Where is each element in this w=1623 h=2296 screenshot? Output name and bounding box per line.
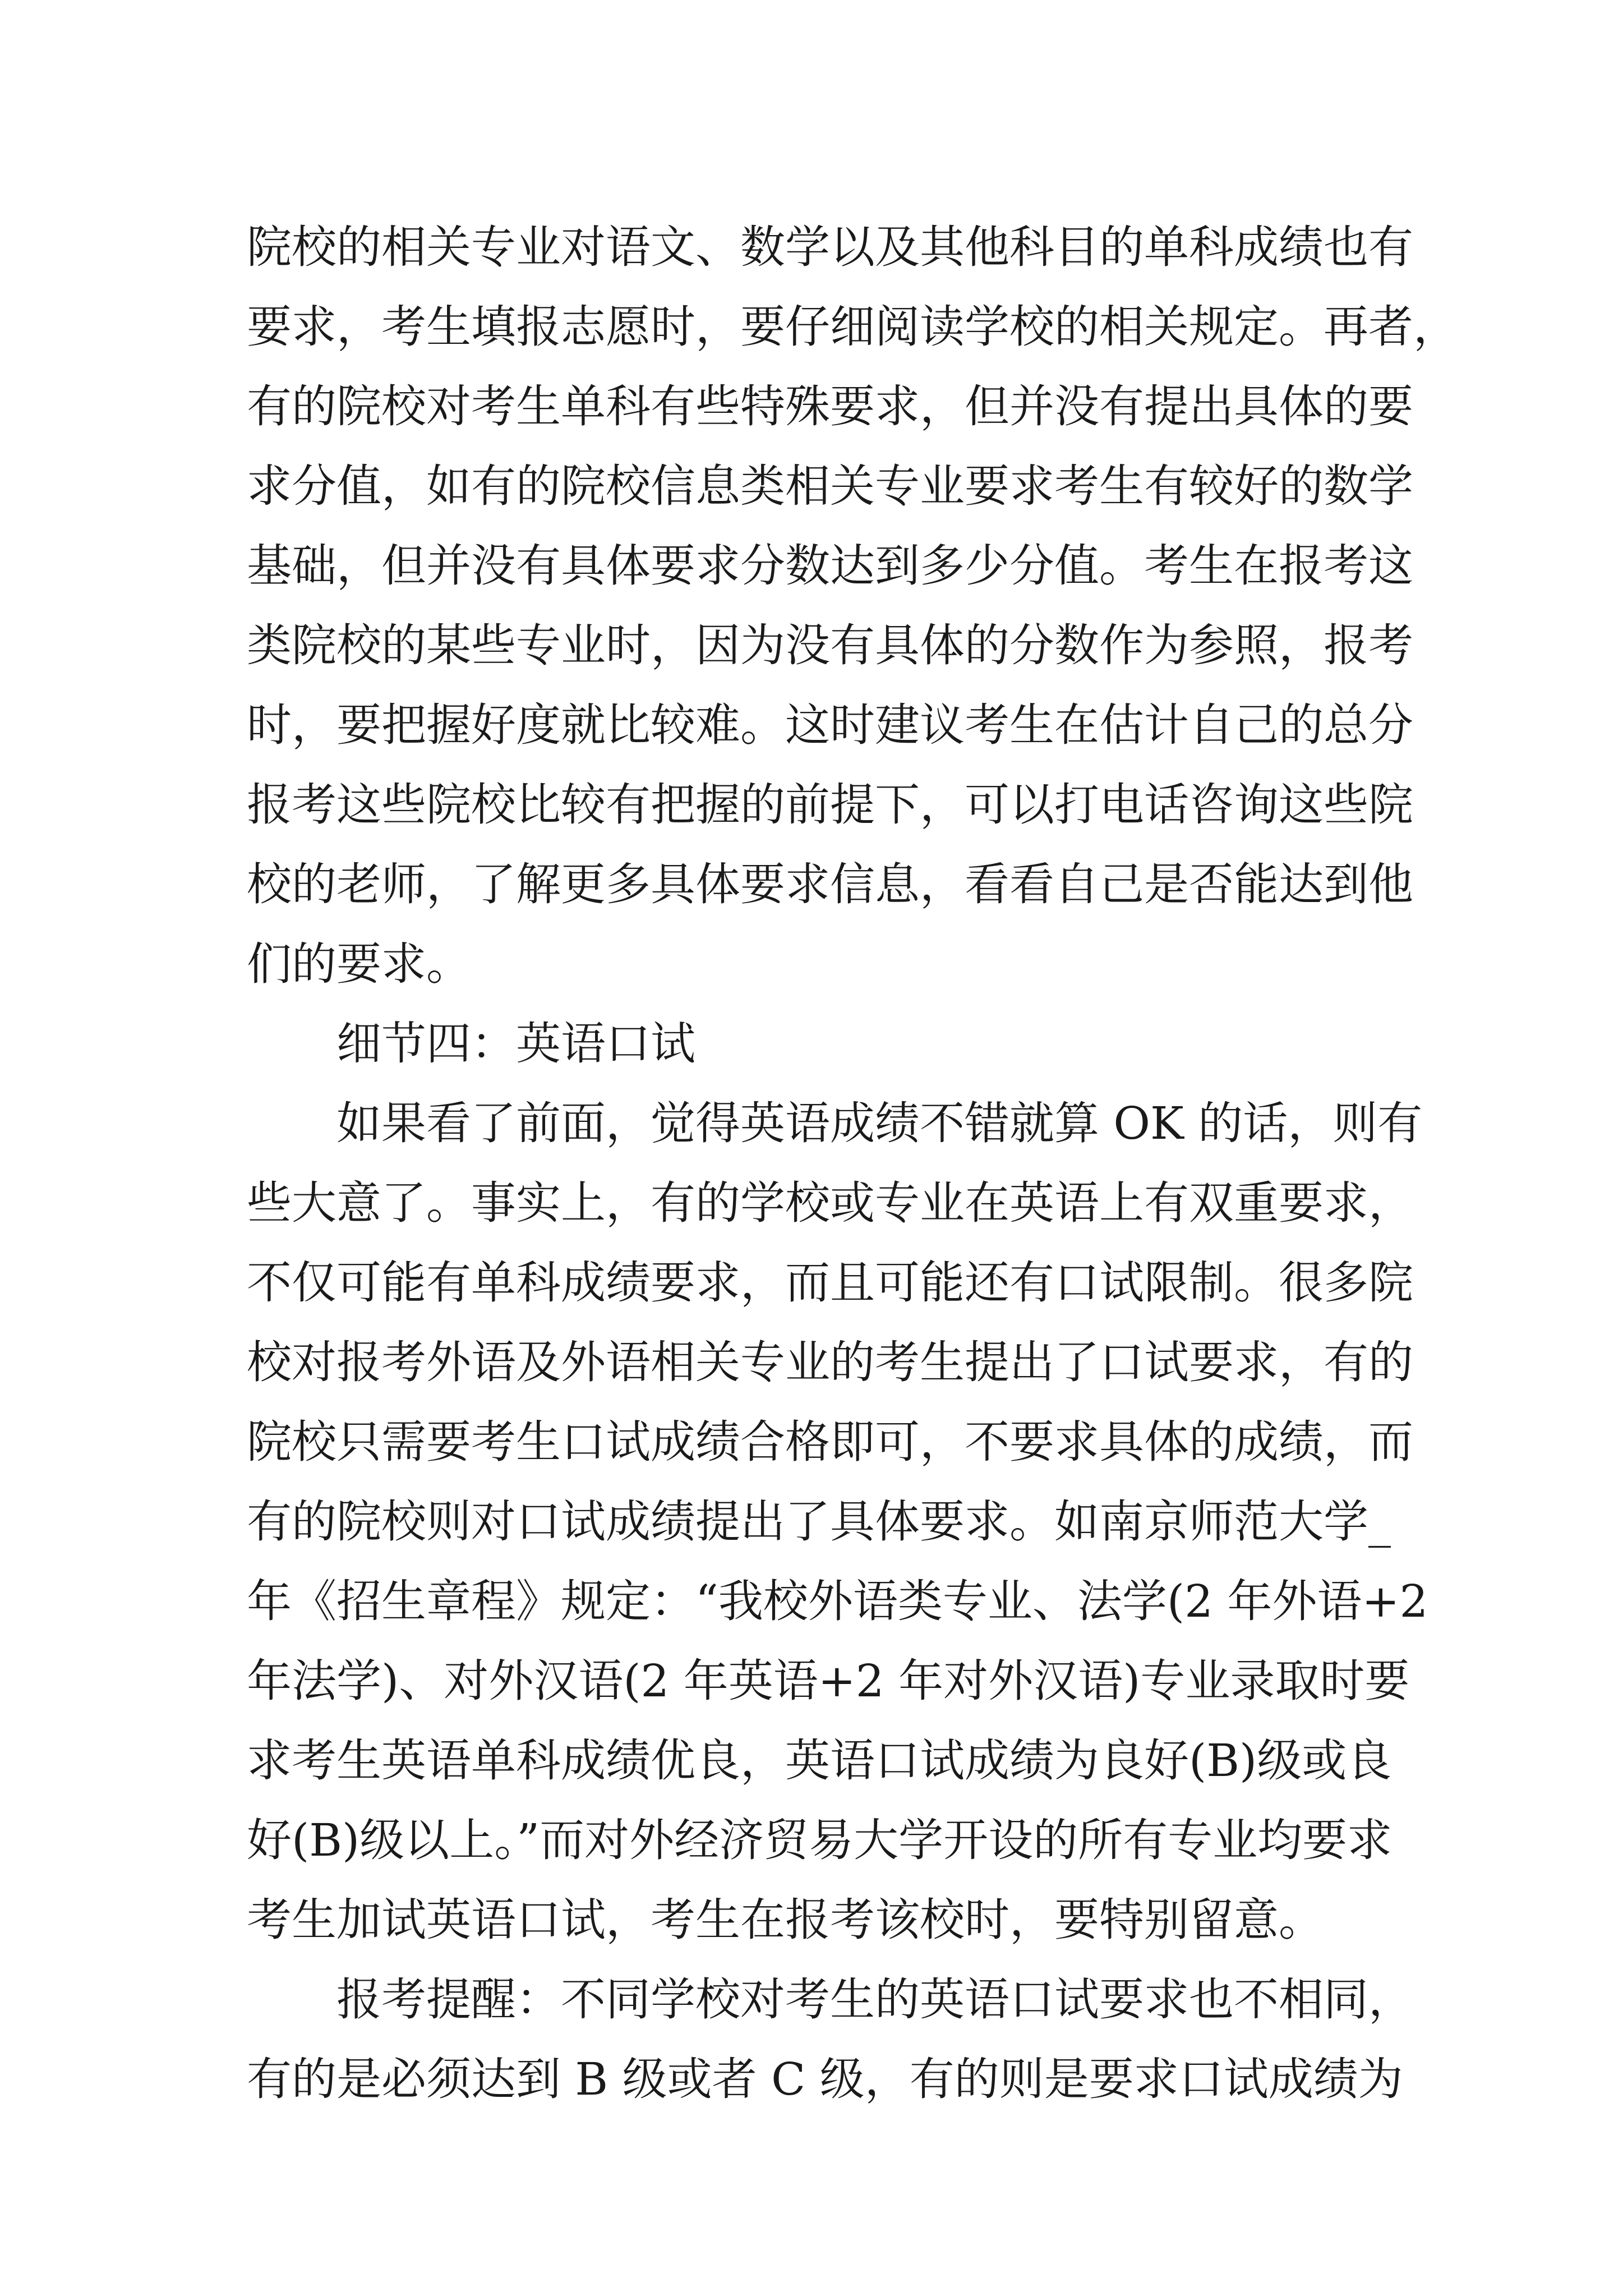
text-line: 校对报考外语及外语相关专业的考生提出了口试要求，有的 (247, 1336, 1413, 1388)
text-line: 如果看了前面，觉得英语成绩不错就算 OK 的话，则有 (336, 1097, 1423, 1149)
section-heading: 细节四：英语口试 (336, 1018, 695, 1070)
text-line: 要求，考生填报志愿时，要仔细阅读学校的相关规定。再者， (247, 301, 1458, 353)
text-line: 年法学)、对外汉语(2 年英语+2 年对外汉语)专业录取时要 (247, 1655, 1410, 1707)
text-line: 求分值，如有的院校信息类相关专业要求考生有较好的数学 (247, 460, 1413, 512)
text-line: 有的院校则对口试成绩提出了具体要求。如南京师范大学_ (247, 1496, 1391, 1548)
text-line: 不仅可能有单科成绩要求，而且可能还有口试限制。很多院 (247, 1257, 1413, 1309)
text-line: 好(B)级以上。”而对外经济贸易大学开设的所有专业均要求 (247, 1814, 1393, 1866)
text-line: 考生加试英语口试，考生在报考该校时，要特别留意。 (247, 1894, 1324, 1946)
text-line: 有的院校对考生单科有些特殊要求，但并没有提出具体的要 (247, 380, 1413, 432)
text-line: 院校的相关专业对语文、数学以及其他科目的单科成绩也有 (247, 221, 1413, 273)
text-line: 们的要求。 (247, 938, 471, 990)
text-line: 些大意了。事实上，有的学校或专业在英语上有双重要求， (247, 1177, 1413, 1229)
text-line: 院校只需要考生口试成绩合格即可，不要求具体的成绩，而 (247, 1416, 1413, 1468)
text-line: 类院校的某些专业时，因为没有具体的分数作为参照，报考 (247, 619, 1413, 671)
text-line: 时，要把握好度就比较难。这时建议考生在估计自己的总分 (247, 699, 1413, 751)
text-line: 有的是必须达到 B 级或者 C 级，有的则是要求口试成绩为 (247, 2053, 1403, 2105)
text-line: 校的老师，了解更多具体要求信息，看看自己是否能达到他 (247, 858, 1413, 910)
text-line: 报考这些院校比较有把握的前提下，可以打电话咨询这些院 (247, 779, 1413, 831)
document-body (247, 208, 1458, 2119)
text-line: 求考生英语单科成绩优良，英语口试成绩为良好(B)级或良 (247, 1734, 1392, 1787)
text-line: 年《招生章程》规定：“我校外语类专业、法学(2 年外语+2 (247, 1575, 1428, 1627)
text-line: 基础，但并没有具体要求分数达到多少分值。考生在报考这 (247, 540, 1413, 592)
text-line: 报考提醒：不同学校对考生的英语口试要求也不相同， (336, 1973, 1413, 2026)
